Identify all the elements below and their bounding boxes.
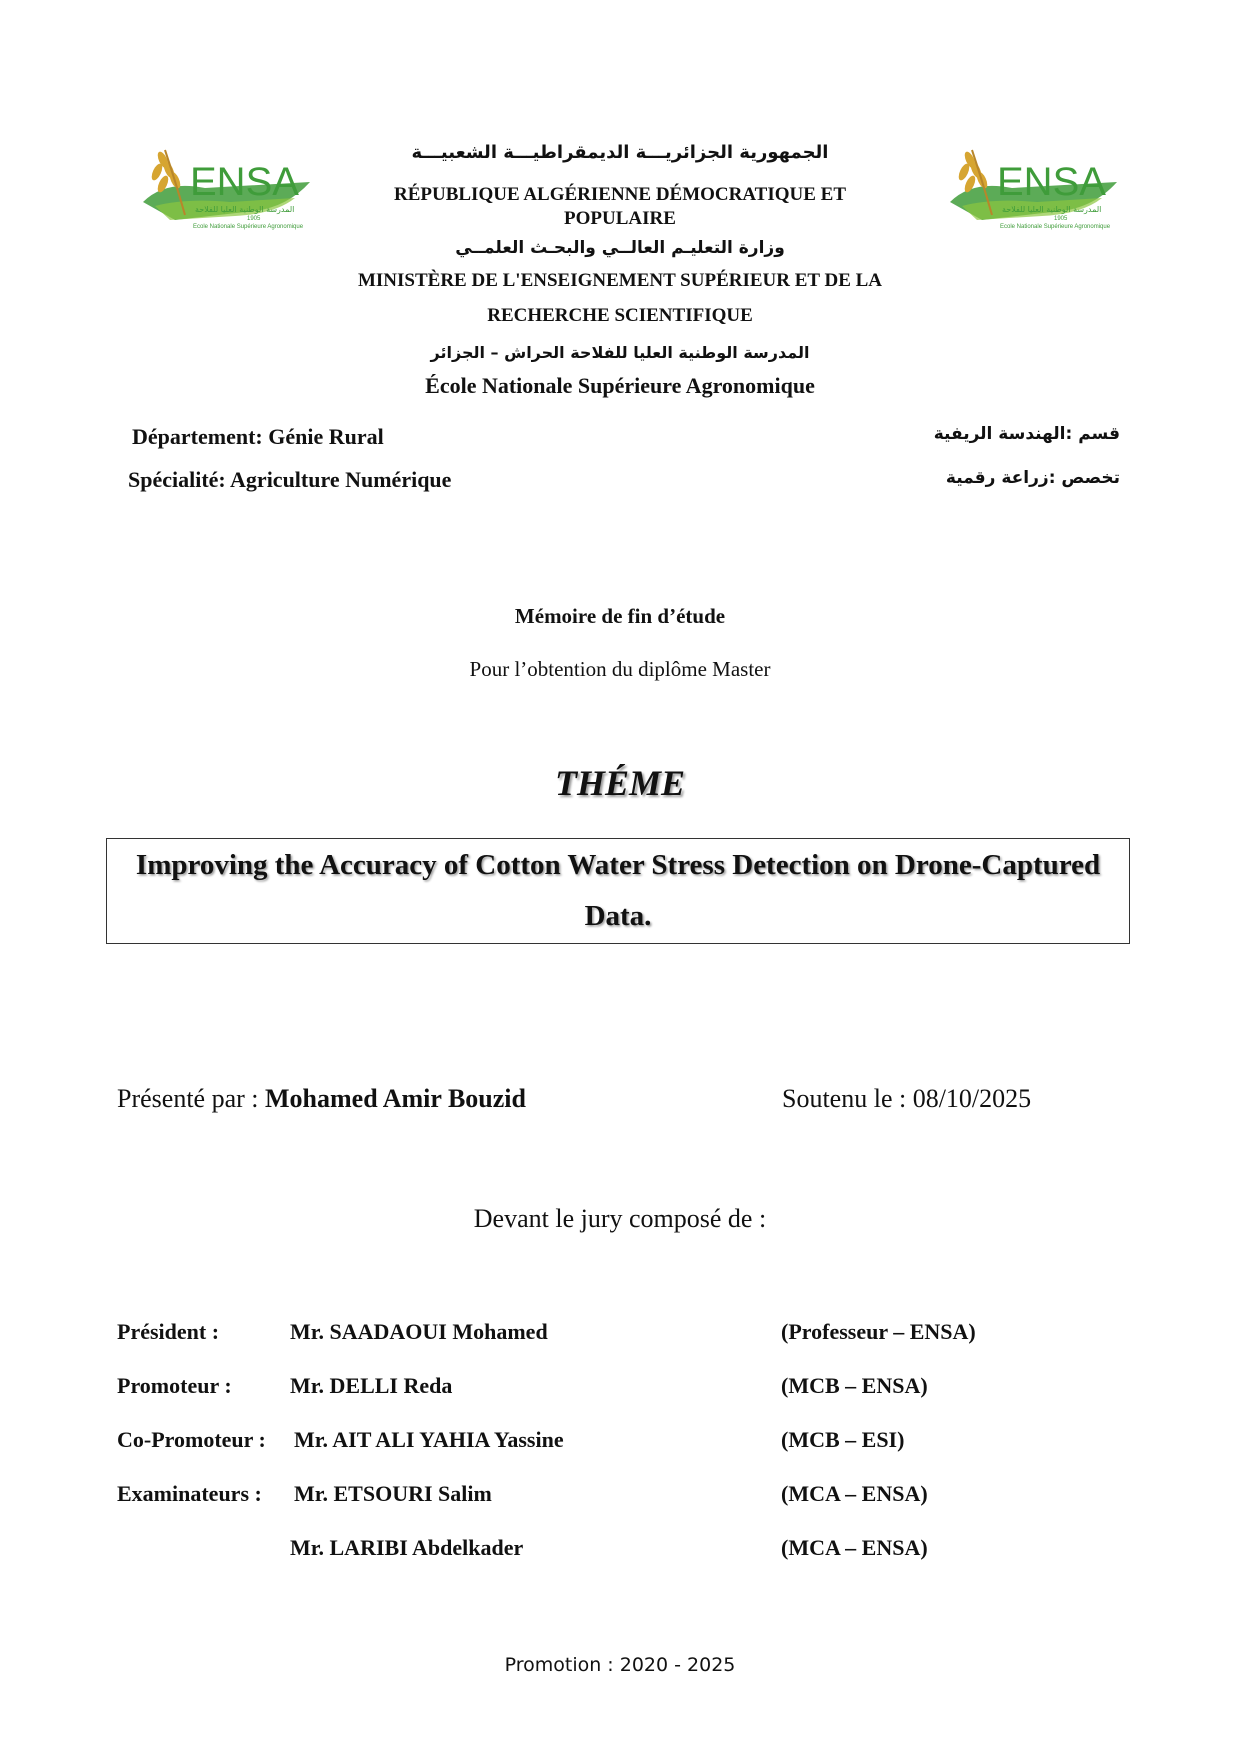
svg-text:المدرسة الوطنية العليا للفلاحة: المدرسة الوطنية العليا للفلاحة bbox=[195, 205, 295, 214]
header-ministry-fr-2: RECHERCHE SCIENTIFIQUE bbox=[487, 305, 753, 326]
defense-date: Soutenu le : 08/10/2025 bbox=[782, 1084, 1032, 1113]
presenter-name: Mohamed Amir Bouzid bbox=[265, 1084, 526, 1113]
jury-affiliation: (MCB – ESI) bbox=[781, 1427, 905, 1452]
obtention-text: Pour l’obtention du diplôme Master bbox=[469, 657, 771, 681]
jury-intro: Devant le jury composé de : bbox=[473, 1204, 767, 1233]
svg-text:ENSA: ENSA bbox=[190, 160, 299, 204]
presented-by bbox=[117, 1084, 526, 1114]
header-ministry-ar: وزارة التعليـم العالــي والبحـث العلمــي bbox=[455, 238, 785, 258]
jury-name: Mr. AIT ALI YAHIA Yassine bbox=[294, 1427, 564, 1452]
jury-affiliation: (MCA – ENSA) bbox=[781, 1481, 928, 1506]
jury-name: Mr. DELLI Reda bbox=[290, 1373, 453, 1398]
jury-affiliation: (MCA – ENSA) bbox=[781, 1535, 928, 1560]
department-ar: قسم :الهندسة الريفية bbox=[933, 424, 1120, 444]
promotion-years: Promotion : 2020 - 2025 bbox=[504, 1654, 736, 1676]
speciality-fr: Spécialité: Agriculture Numérique bbox=[128, 467, 452, 492]
jury-role: Examinateurs : bbox=[117, 1481, 262, 1506]
jury-role: Promoteur : bbox=[117, 1373, 232, 1398]
header-school-fr: École Nationale Supérieure Agronomique bbox=[425, 373, 815, 398]
jury-role: Co-Promoteur : bbox=[117, 1427, 266, 1452]
jury-affiliation: (MCB – ENSA) bbox=[781, 1373, 928, 1398]
svg-text:Ecole Nationale Supérieure Agr: Ecole Nationale Supérieure Agronomique bbox=[193, 224, 304, 230]
header-republic-ar: الجمهورية الجزائريـــة الديمقراطيـــة الشعبيـــة bbox=[411, 142, 829, 163]
header-republic-fr: RÉPUBLIQUE ALGÉRIENNE DÉMOCRATIQUE ET POPULAIRE bbox=[393, 184, 847, 229]
svg-text:ENSA: ENSA bbox=[997, 160, 1106, 204]
memoire-heading: Mémoire de fin d’étude bbox=[514, 604, 726, 628]
jury-affiliation: (Professeur – ENSA) bbox=[781, 1319, 976, 1344]
jury-role: Président : bbox=[117, 1319, 220, 1344]
jury-name: Mr. LARIBI Abdelkader bbox=[290, 1535, 524, 1560]
svg-text:Ecole Nationale Supérieure Agr: Ecole Nationale Supérieure Agronomique bbox=[1000, 224, 1111, 230]
speciality-ar: تخصص :زراعة رقمية bbox=[945, 468, 1120, 488]
header-ministry-fr-1: MINISTÈRE DE L'ENSEIGNEMENT SUPÉRIEUR ET DE LA bbox=[357, 270, 883, 291]
svg-text:المدرسة الوطنية العليا للفلاحة: المدرسة الوطنية العليا للفلاحة bbox=[1002, 205, 1102, 214]
theme-label: THÉME bbox=[554, 763, 686, 803]
jury-name: Mr. ETSOURI Salim bbox=[294, 1481, 492, 1506]
thesis-title: Improving the Accuracy of Cotton Water Stress Detection on Drone-Captured Data. bbox=[135, 849, 1101, 932]
svg-text:1905: 1905 bbox=[247, 216, 261, 222]
presented-label: Présenté par : bbox=[117, 1084, 266, 1113]
department-fr: Département: Génie Rural bbox=[132, 424, 384, 449]
jury-name: Mr. SAADAOUI Mohamed bbox=[290, 1319, 548, 1344]
header-school-ar: المدرسة الوطنية العليا للفلاحة الحراش – الجزائر bbox=[430, 343, 810, 362]
svg-text:1905: 1905 bbox=[1054, 216, 1068, 222]
thesis-title-box bbox=[106, 838, 1130, 944]
